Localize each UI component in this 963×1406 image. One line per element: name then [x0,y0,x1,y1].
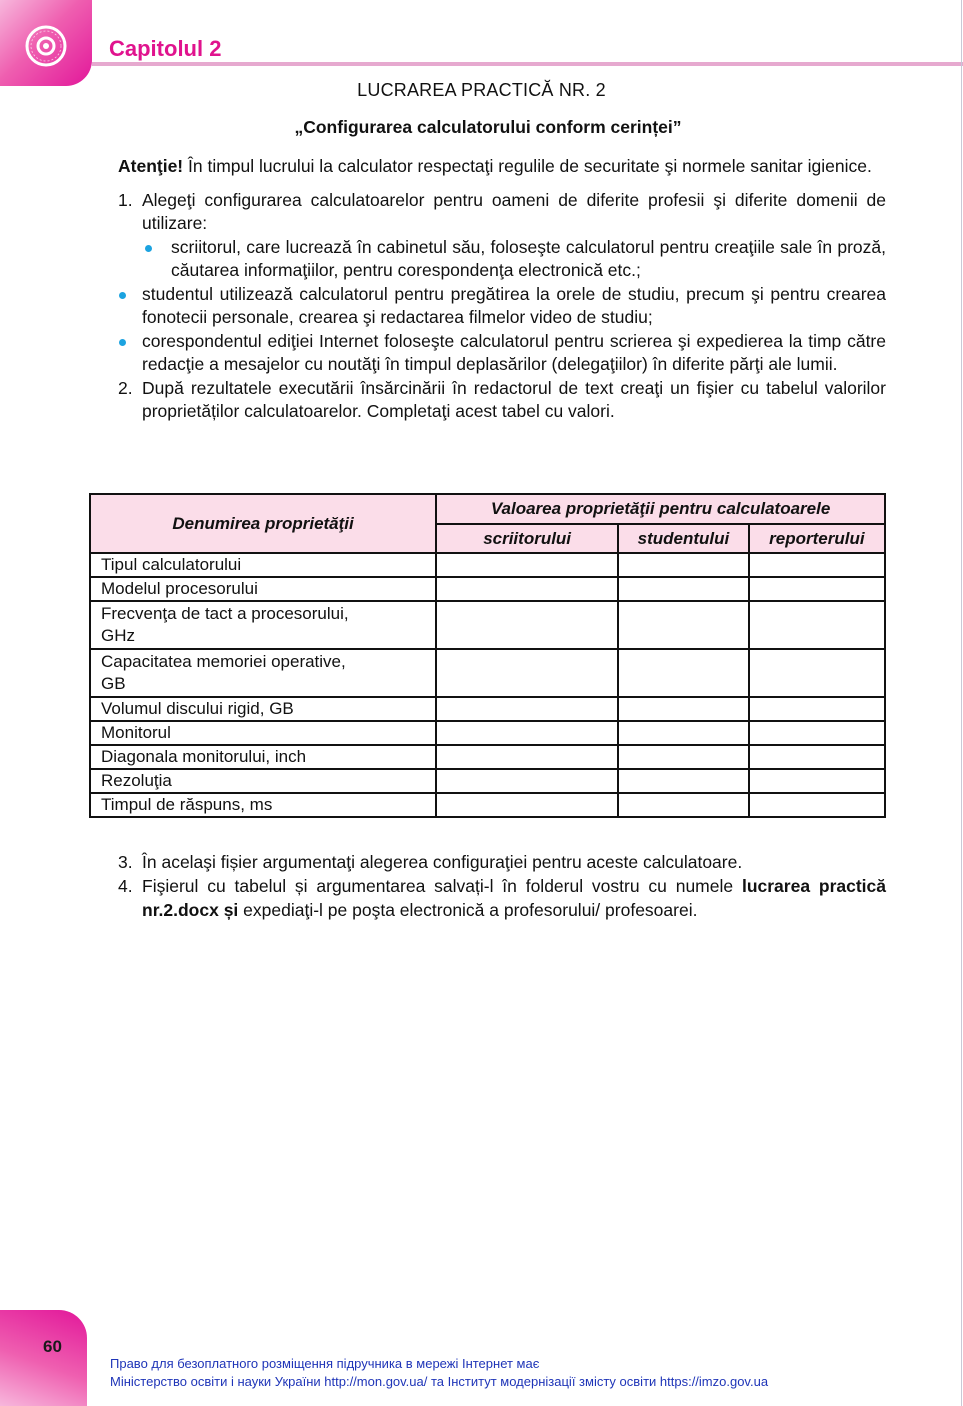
value-cell[interactable] [618,745,749,769]
value-cell[interactable] [749,697,885,721]
task-list [89,377,886,424]
header-column: studentului [618,524,749,554]
value-cell[interactable] [618,721,749,745]
task-number: 2. [118,377,133,398]
header-column: reporterului [749,524,885,554]
value-cell[interactable] [436,553,618,577]
task-item [89,189,886,236]
value-cell[interactable] [749,553,885,577]
task-text-part: Fişierul cu tabelul și argumentarea salvați-l în folderul vostru cu numele [142,876,742,896]
table-row [90,793,885,817]
value-cell[interactable] [749,577,885,601]
task-item [89,874,886,922]
instructions-continued [89,850,886,922]
value-cell[interactable] [618,769,749,793]
value-cell[interactable] [749,601,885,649]
chapter-divider [92,62,963,66]
value-cell[interactable] [436,793,618,817]
property-label: Rezoluţia [90,769,436,793]
safety-note [89,155,886,179]
task-text: Alegeţi configurarea calculatoarelor pentru oameni de diferite profesii şi diferite domenii de utilizare: [142,189,886,233]
table-row [90,553,885,577]
table-row [90,721,885,745]
property-label: Modelul procesorului [90,577,436,601]
lab-title: LUCRAREA PRACTICĂ NR. 2 [357,80,606,100]
task-number: 3. [118,852,133,872]
instructions [89,155,886,424]
value-cell[interactable] [618,793,749,817]
profile-bullets [89,236,886,377]
value-cell[interactable] [436,649,618,697]
bullet-text: corespondentul ediţiei Internet foloseşte calculatorul pentru scrierea şi expedierea la timp către redacţie a mesajelor cu noutăţi în timpul deplasărilor (delegaţiilor) în diferite părţi ale lumii. [142,330,886,374]
property-label: Capacitatea memoriei operative, GB [90,649,436,697]
chapter-corner-badge [0,0,92,86]
value-cell[interactable] [749,649,885,697]
table-row [90,769,885,793]
property-label: Volumul discului rigid, GB [90,697,436,721]
safety-note-label: Atenţie! [118,156,184,176]
bullet-text: scriitorul, care lucrează în cabinetul său, foloseşte calculatorul pentru creaţiile sale în proză, căutarea informaţiilor, pentru corespondenţa electronică etc.; [171,236,886,280]
footer-line: Міністерство освіти і науки України http://mon.gov.ua/ та Інститут модернізації змісту освіти https://imzo.gov.ua [110,1374,769,1389]
value-cell[interactable] [436,577,618,601]
task-text: După rezultatele executării însărcinării în redactorul de text creaţi un fişier cu tabelul valorilor proprietăților calculatoarelor. Completaţi acest tabel cu valori. [142,377,886,421]
value-cell[interactable] [618,697,749,721]
header-property: Denumirea proprietăţii [90,494,436,553]
bullet-icon [145,245,152,252]
task-item [89,377,886,424]
header-column: scriitorului [436,524,618,554]
task-text: În acelaşi fișier argumentaţi alegerea configuraţiei pentru aceste calculatoare. [142,852,743,872]
file-name: lucrarea practică nr.2.docx și [142,876,886,920]
value-cell[interactable] [436,769,618,793]
value-cell[interactable] [618,577,749,601]
value-cell[interactable] [436,721,618,745]
footer-line: Право для безоплатного розміщення підручника в мережі Інтернет має [110,1356,540,1371]
task-item [89,850,886,874]
property-label: Monitorul [90,721,436,745]
value-cell[interactable] [749,769,885,793]
lab-subtitle: „Configurarea calculatorului conform cerinței” [294,117,682,137]
task-number: 4. [118,876,133,896]
property-label: Timpul de răspuns, ms [90,793,436,817]
header-group: Valoarea proprietăţii pentru calculatoarele [436,494,885,524]
table-row [90,745,885,769]
property-label: Tipul calculatorului [90,553,436,577]
task-number: 1. [118,189,133,210]
table-row [90,601,885,649]
bullet-icon [119,292,126,299]
table-row [90,697,885,721]
value-cell[interactable] [618,553,749,577]
properties-table [89,493,886,818]
value-cell[interactable] [749,721,885,745]
task-list [89,189,886,236]
value-cell[interactable] [436,601,618,649]
bullet-item [89,283,886,330]
task-text-part: expediaţi-l pe poşta electronică a profesorului/ profesoarei. [238,900,698,920]
value-cell[interactable] [618,601,749,649]
value-cell[interactable] [749,745,885,769]
table-row [90,577,885,601]
safety-note-text: În timpul lucrului la calculator respectaţi regulile de securitate şi normele sanitar igienice. [183,156,872,176]
value-cell[interactable] [618,649,749,697]
page-corner-badge [0,1310,87,1406]
value-cell[interactable] [436,745,618,769]
page-edge [961,0,962,1406]
value-cell[interactable] [436,697,618,721]
page-number: 60 [43,1337,62,1356]
bullet-item [142,236,886,283]
disc-icon [24,24,68,68]
table-header-row [90,494,885,524]
property-label: Diagonala monitorului, inch [90,745,436,769]
chapter-title: Capitolul 2 [109,36,222,61]
bullet-item [89,330,886,377]
bullet-text: studentul utilizează calculatorul pentru pregătirea la orele de studiu, precum şi pentru crearea fonotecii personale, crearea şi redactarea filmelor video de studiu; [142,283,886,327]
value-cell[interactable] [749,793,885,817]
task-text [142,876,886,920]
footer-notice [110,1355,768,1391]
table-row [90,649,885,697]
bullet-icon [119,339,126,346]
property-label: Frecvenţa de tact a procesorului, GHz [90,601,436,649]
